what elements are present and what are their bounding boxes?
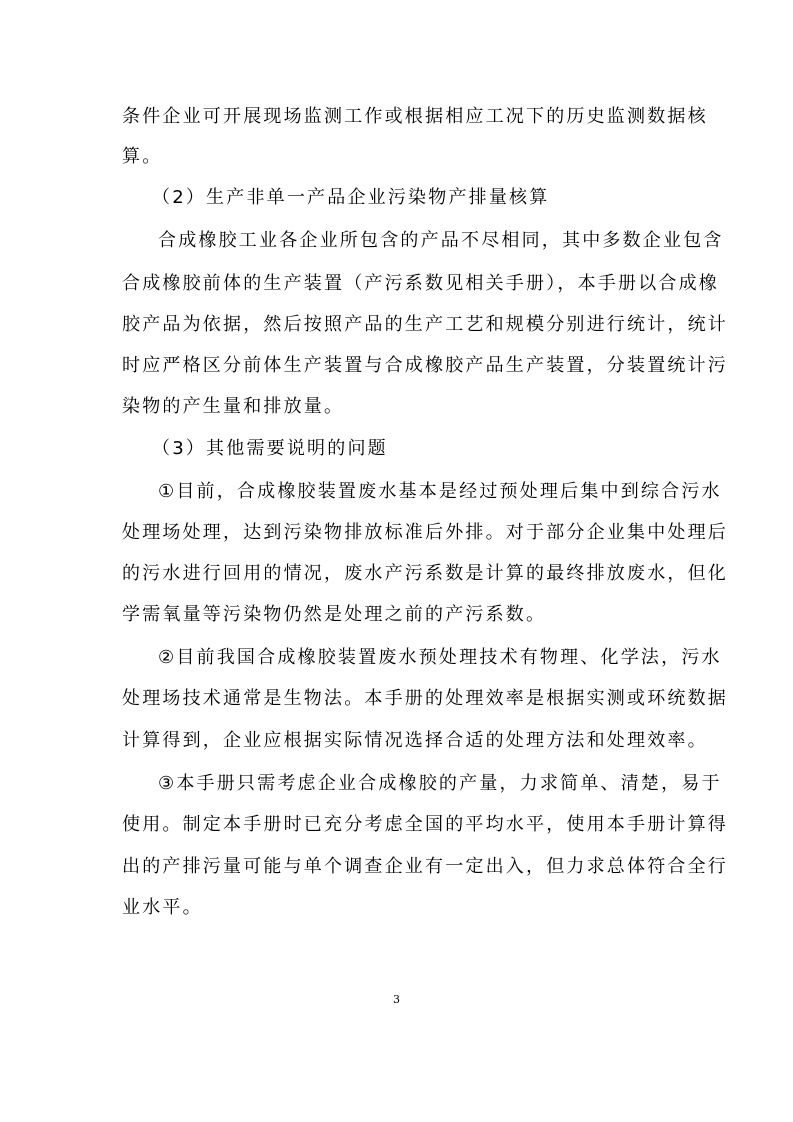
body-text-line: 时应严格区分前体生产装置与合成橡胶产品生产装置，分装置统计污: [122, 355, 728, 376]
body-text-line: 计算得到，企业应根据实际情况选择合适的处理方法和处理效率。: [122, 730, 708, 751]
section-heading: （2）生产非单一产品企业污染物产排量核算: [152, 187, 550, 208]
body-text-line: 合成橡胶工业各企业所包含的产品不尽相同，其中多数企业包含: [158, 230, 724, 251]
body-text-line: 合成橡胶前体的生产装置（产污系数见相关手册），本手册以合成橡: [122, 273, 719, 294]
body-text-line: 业水平。: [122, 897, 203, 918]
body-text-line: 染物的产生量和排放量。: [122, 396, 345, 417]
body-text-line: 处理场处理，达到污染物排放标准后外排。对于部分企业集中处理后: [122, 522, 728, 543]
body-text-line: 算。: [122, 146, 163, 167]
body-text-line: 使用。制定本手册时已充分考虑全国的平均水平，使用本手册计算得: [122, 814, 728, 835]
body-text-line: 处理场技术通常是生物法。本手册的处理效率是根据实测或环统数据: [122, 688, 728, 709]
body-text-line: ③本手册只需考虑企业合成橡胶的产量，力求简单、清楚，易于: [158, 773, 722, 794]
body-text-line: ①目前，合成橡胶装置废水基本是经过预处理后集中到综合污水: [158, 481, 722, 502]
body-text-line: 胶产品为依据，然后按照产品的生产工艺和规模分别进行统计，统计: [122, 314, 728, 335]
page-number: 3: [393, 993, 400, 1006]
section-heading: （3）其他需要说明的问题: [152, 438, 388, 459]
body-text-line: 出的产排污量可能与单个调查企业有一定出入，但力求总体符合全行: [122, 856, 728, 877]
body-text-line: 条件企业可开展现场监测工作或根据相应工况下的历史监测数据核: [122, 106, 708, 127]
body-text-line: 学需氧量等污染物仍然是处理之前的产污系数。: [122, 604, 547, 625]
body-text-line: ②目前我国合成橡胶装置废水预处理技术有物理、化学法，污水: [158, 647, 722, 668]
body-text-line: 的污水进行回用的情况，废水产污系数是计算的最终排放废水，但化: [122, 563, 728, 584]
